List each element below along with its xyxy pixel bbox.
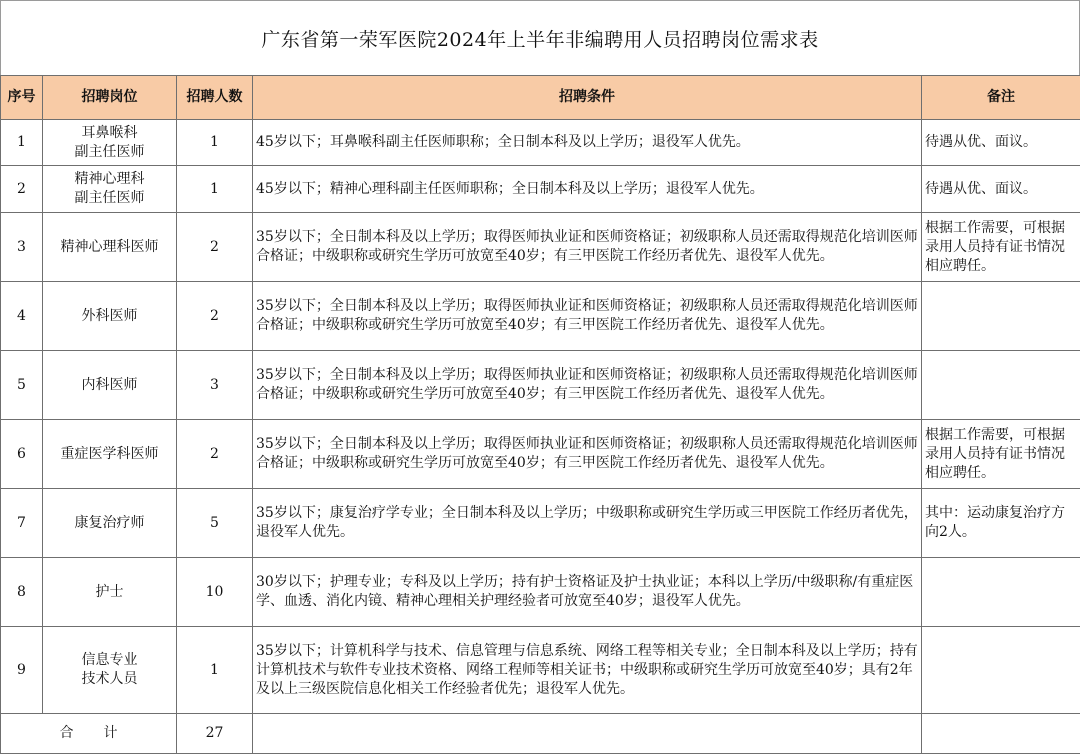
row-position: [43, 627, 177, 714]
row-remarks: [922, 282, 1080, 351]
row-no: 3: [1, 213, 43, 282]
row-no: 9: [1, 627, 43, 714]
row-position: 康复治疗师: [43, 489, 177, 558]
row-conditions: 35岁以下；全日制本科及以上学历；取得医师执业证和医师资格证；初级职称人员还需取得规范化培训医师合格证；中级职称或研究生学历可放宽至40岁；有三甲医院工作经历者优先、退役军人优先。: [253, 213, 922, 282]
row-position: 精神心理科医师: [43, 213, 177, 282]
row-remarks: 待遇从优、面议。: [922, 166, 1080, 213]
total-count: 27: [177, 714, 253, 754]
total-conditions-empty: [253, 714, 922, 754]
total-remarks-empty: [922, 714, 1080, 754]
row-no: 1: [1, 120, 43, 166]
table-row: [1, 166, 1080, 213]
row-count: 2: [177, 213, 253, 282]
position-line: 技术人员: [82, 670, 138, 689]
table-row: [1, 558, 1080, 627]
row-count: 2: [177, 282, 253, 351]
table-row: [1, 420, 1080, 489]
row-count: 1: [177, 120, 253, 166]
header-no: 序号: [1, 76, 43, 120]
row-count: 1: [177, 627, 253, 714]
row-conditions: 30岁以下；护理专业；专科及以上学历；持有护士资格证及护士执业证；本科以上学历/中级职称/有重症医学、血透、消化内镜、精神心理相关护理经验者可放宽至40岁；退役军人优先。: [253, 558, 922, 627]
row-count: 1: [177, 166, 253, 213]
header-count: 招聘人数: [177, 76, 253, 120]
position-line: 副主任医师: [75, 143, 145, 162]
row-remarks: [922, 558, 1080, 627]
header-conditions: 招聘条件: [253, 76, 922, 120]
row-remarks: 其中：运动康复治疗方向2人。: [922, 489, 1080, 558]
row-position: 护士: [43, 558, 177, 627]
row-no: 4: [1, 282, 43, 351]
row-conditions: 35岁以下；计算机科学与技术、信息管理与信息系统、网络工程等相关专业；全日制本科及以上学历；持有计算机技术与软件专业技术资格、网络工程师等相关证书；中级职称或研究生学历可放宽至40岁；具有2年及以上三级医院信息化相关工作经验者优先；退役军人优先。: [253, 627, 922, 714]
row-count: 3: [177, 351, 253, 420]
row-conditions: 45岁以下；耳鼻喉科副主任医师职称；全日制本科及以上学历；退役军人优先。: [253, 120, 922, 166]
total-label: [1, 714, 177, 754]
row-position: 内科医师: [43, 351, 177, 420]
table-row: [1, 213, 1080, 282]
row-conditions: 35岁以下；全日制本科及以上学历；取得医师执业证和医师资格证；初级职称人员还需取得规范化培训医师合格证；中级职称或研究生学历可放宽至40岁；有三甲医院工作经历者优先、退役军人优先。: [253, 282, 922, 351]
page-title: 广东省第一荣军医院2024年上半年非编聘用人员招聘岗位需求表: [0, 0, 1080, 75]
table-row: [1, 120, 1080, 166]
header-remarks: 备注: [922, 76, 1080, 120]
row-conditions: 35岁以下；全日制本科及以上学历；取得医师执业证和医师资格证；初级职称人员还需取得规范化培训医师合格证；中级职称或研究生学历可放宽至40岁；有三甲医院工作经历者优先、退役军人优先。: [253, 351, 922, 420]
header-position: 招聘岗位: [43, 76, 177, 120]
row-position: 重症医学科医师: [43, 420, 177, 489]
row-remarks: [922, 627, 1080, 714]
row-no: 2: [1, 166, 43, 213]
row-remarks: 根据工作需要，可根据录用人员持有证书情况相应聘任。: [922, 420, 1080, 489]
header-row: [1, 76, 1080, 120]
position-line: 精神心理科: [75, 170, 145, 189]
table-row: [1, 282, 1080, 351]
row-count: 5: [177, 489, 253, 558]
row-no: 7: [1, 489, 43, 558]
row-position: [43, 166, 177, 213]
row-remarks: [922, 351, 1080, 420]
total-row: [1, 714, 1080, 754]
table-row: [1, 489, 1080, 558]
row-no: 5: [1, 351, 43, 420]
position-line: 耳鼻喉科: [82, 124, 138, 143]
total-label-text: 合计: [30, 725, 148, 741]
row-count: 10: [177, 558, 253, 627]
row-no: 6: [1, 420, 43, 489]
position-line: 副主任医师: [75, 189, 145, 208]
row-conditions: 35岁以下；康复治疗学专业；全日制本科及以上学历；中级职称或研究生学历或三甲医院工作经历者优先，退役军人优先。: [253, 489, 922, 558]
position-line: 信息专业: [82, 651, 138, 670]
row-position: [43, 120, 177, 166]
table-row: [1, 351, 1080, 420]
row-conditions: 45岁以下；精神心理科副主任医师职称；全日制本科及以上学历；退役军人优先。: [253, 166, 922, 213]
row-remarks: 根据工作需要，可根据录用人员持有证书情况相应聘任。: [922, 213, 1080, 282]
table-row: [1, 627, 1080, 714]
recruitment-table: [0, 75, 1080, 754]
row-count: 2: [177, 420, 253, 489]
row-remarks: 待遇从优、面议。: [922, 120, 1080, 166]
row-position: 外科医师: [43, 282, 177, 351]
row-conditions: 35岁以下；全日制本科及以上学历；取得医师执业证和医师资格证；初级职称人员还需取得规范化培训医师合格证；中级职称或研究生学历可放宽至40岁；有三甲医院工作经历者优先、退役军人优先。: [253, 420, 922, 489]
row-no: 8: [1, 558, 43, 627]
